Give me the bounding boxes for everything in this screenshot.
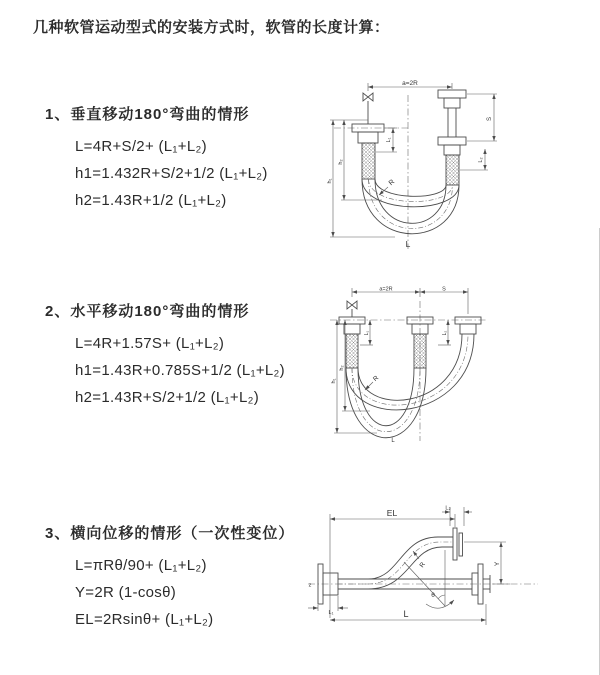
d3-dim-y-label: Y bbox=[494, 561, 501, 567]
d2-hose-loops bbox=[346, 334, 474, 438]
section-2-heading: 2、水平移动180°弯曲的情形 bbox=[45, 303, 250, 320]
d3-dimensions bbox=[308, 507, 510, 625]
d2-radius-label: R bbox=[371, 374, 381, 384]
d3-datum-mark: z bbox=[308, 582, 312, 589]
d1-right-pipe bbox=[438, 90, 466, 185]
section-3-heading: 3、横向位移的情形（一次性变位） bbox=[45, 525, 295, 542]
d3-dim-l1-label: L₁ bbox=[328, 610, 334, 616]
section-3 bbox=[45, 522, 294, 633]
formula-h1: h1=1.432R+S/2+1/2 (L₁+L₂) bbox=[75, 165, 268, 182]
d3-dim-l2-label: L₂ bbox=[445, 505, 451, 512]
d2-dim-l2-label: L₂ bbox=[442, 330, 448, 336]
formula-l: L=πRθ/90+ (L₁+L₂) bbox=[75, 557, 207, 574]
d2-dim-h2-label: h₂ bbox=[339, 365, 345, 371]
d1-dimensions bbox=[330, 83, 497, 237]
d3-radius-label: R bbox=[418, 561, 427, 570]
formula-h2: h2=1.43R+1/2 (L₁+L₂) bbox=[75, 192, 227, 209]
d2-dim-l1-label: L₁ bbox=[364, 330, 370, 336]
formula-y: Y=2R (1-cosθ) bbox=[75, 584, 177, 601]
valve-icon bbox=[347, 301, 357, 309]
d3-angle-theta-label: θ bbox=[431, 592, 435, 599]
d1-hose-loops bbox=[362, 179, 459, 234]
d1-left-pipe bbox=[352, 93, 384, 179]
formula-h2: h2=1.43R+S/2+1/2 (L₁+L₂) bbox=[75, 389, 260, 406]
d1-dim-h1-label: h₁ bbox=[327, 178, 333, 184]
d2-centerlines bbox=[330, 301, 487, 441]
d3-hose-s-curve bbox=[338, 537, 453, 589]
page-title: 几种软管运动型式的安装方式时，软管的长度计算： bbox=[33, 19, 390, 36]
d2-dim-h1-label: h₁ bbox=[331, 378, 337, 384]
section-1-heading: 1、垂直移动180°弯曲的情形 bbox=[45, 106, 250, 123]
d2-dim-s-label: S bbox=[442, 286, 446, 293]
d2-dim-a-label: a=2R bbox=[379, 286, 393, 293]
formula-el: EL=2Rsinθ+ (L₁+L₂) bbox=[75, 611, 214, 628]
valve-icon bbox=[363, 93, 373, 101]
section-2 bbox=[45, 300, 285, 411]
d1-dim-l2-label: L₂ bbox=[478, 157, 484, 163]
d2-length-label: L bbox=[391, 438, 395, 444]
formula-h1: h1=1.43R+0.785S+1/2 (L₁+L₂) bbox=[75, 362, 285, 379]
d1-dim-l1-label: L₁ bbox=[386, 137, 392, 143]
section-1 bbox=[45, 103, 268, 214]
d3-upper-flange bbox=[453, 528, 463, 560]
diagram-lateral-displacement bbox=[300, 500, 560, 630]
d3-dim-el-label: EL bbox=[386, 508, 398, 518]
diagram-vertical-180-bend bbox=[310, 75, 510, 255]
d3-dim-l-label: L bbox=[403, 609, 409, 619]
d2-right-pipe bbox=[455, 317, 481, 334]
d1-dim-h2-label: h₂ bbox=[338, 159, 344, 165]
diagram-horizontal-180-bend bbox=[315, 283, 500, 448]
d1-dim-a-label: a=2R bbox=[402, 80, 418, 87]
d1-radius-label: R bbox=[387, 178, 397, 188]
formula-l: L=4R+1.57S+ (L₁+L₂) bbox=[75, 335, 225, 352]
d1-dim-s-label: S bbox=[487, 116, 493, 122]
formula-l: L=4R+S/2+ (L₁+L₂) bbox=[75, 138, 207, 155]
d2-left-pipe bbox=[339, 301, 365, 371]
d1-length-label: L bbox=[405, 239, 411, 249]
